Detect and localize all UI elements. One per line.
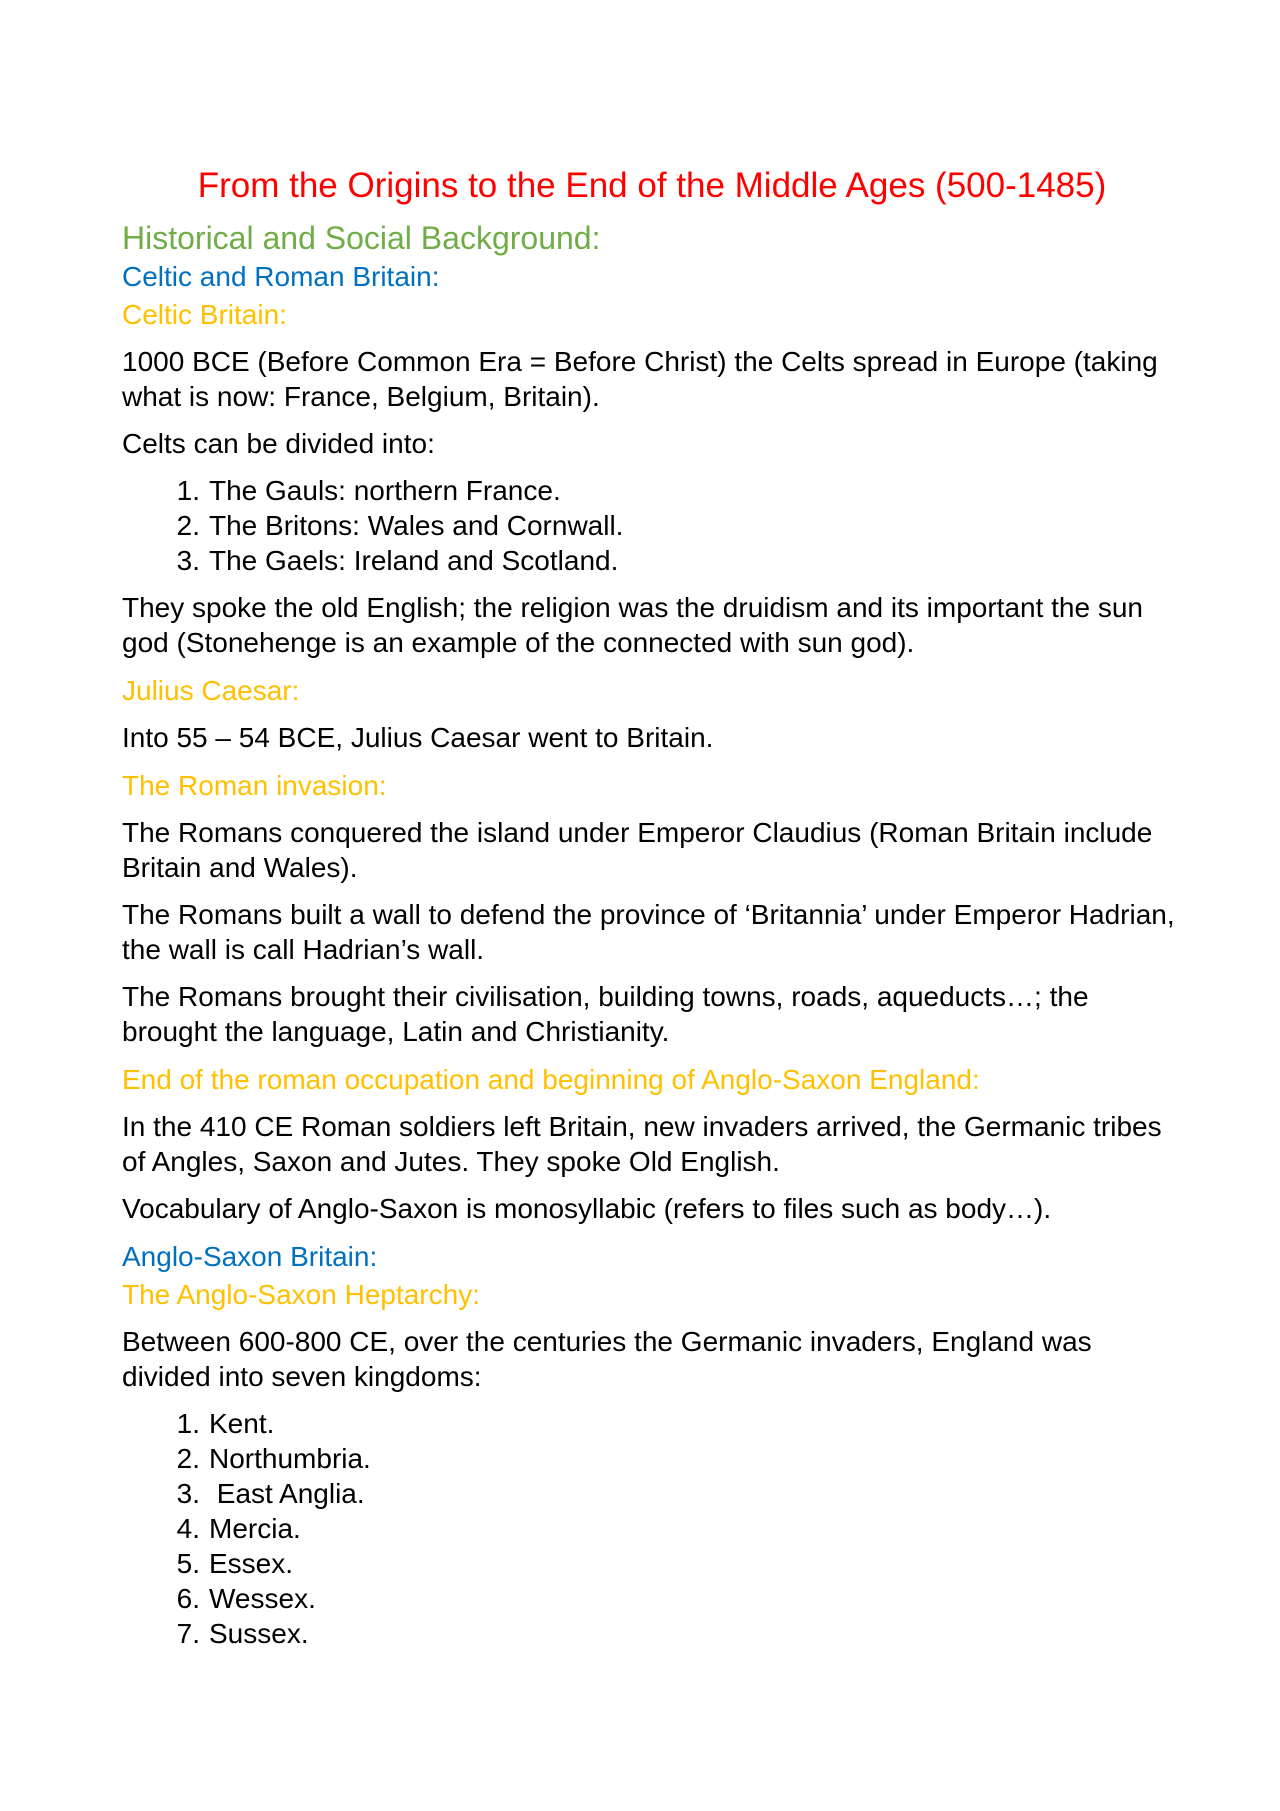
- list-text: Kent.: [209, 1408, 275, 1439]
- list-text: Northumbria.: [209, 1443, 371, 1474]
- subsection-heading-anglo-saxon: Anglo-Saxon Britain:: [122, 1241, 378, 1272]
- list-text: The Gaels: Ireland and Scotland.: [209, 545, 619, 576]
- paragraph: The Romans brought their civilisation, building towns, roads, aqueducts…; the brought the language, Latin and Christianity.: [122, 981, 1089, 1047]
- paragraph: 1000 BCE (Before Common Era = Before Christ) the Celts spread in Europe (taking what is now: France, Belgium, Britain).: [122, 346, 1158, 412]
- document-page: [122, 163, 1182, 1663]
- list-number: 7.: [176, 1618, 200, 1649]
- list-number: 5.: [176, 1548, 200, 1579]
- topic-heading-celtic-britain: Celtic Britain:: [122, 299, 287, 330]
- paragraph: The Romans built a wall to defend the province of ‘Britannia’ under Emperor Hadrian, the wall is call Hadrian’s wall.: [122, 899, 1175, 965]
- paragraph: In the 410 CE Roman soldiers left Britain, new invaders arrived, the Germanic tribes of Angles, Saxon and Jutes. They spoke Old English.: [122, 1111, 1162, 1177]
- list-item: [122, 1511, 1182, 1546]
- list-text: The Britons: Wales and Cornwall.: [209, 510, 624, 541]
- document-title: From the Origins to the End of the Middle Ages (500-1485): [197, 166, 1107, 205]
- list-item: [122, 473, 1182, 508]
- topic-heading-julius-caesar: Julius Caesar:: [122, 675, 300, 706]
- topic-heading-end-occupation: End of the roman occupation and beginning of Anglo-Saxon England:: [122, 1064, 980, 1095]
- paragraph: Between 600-800 CE, over the centuries the Germanic invaders, England was divided into seven kingdoms:: [122, 1326, 1092, 1392]
- list-item: [122, 1441, 1182, 1476]
- topic-heading-roman-invasion: The Roman invasion:: [122, 770, 387, 801]
- list-number: 4.: [176, 1513, 200, 1544]
- list-text: Wessex.: [209, 1583, 316, 1614]
- list-item: [122, 1616, 1182, 1651]
- list-number: 3.: [176, 545, 200, 576]
- list-text: Sussex.: [209, 1618, 309, 1649]
- list-number: 2.: [176, 1443, 200, 1474]
- kingdoms-list: [122, 1406, 1182, 1651]
- paragraph: Vocabulary of Anglo-Saxon is monosyllabic (refers to files such as body…).: [122, 1193, 1052, 1224]
- list-text: Mercia.: [209, 1513, 301, 1544]
- list-text: The Gauls: northern France.: [209, 475, 561, 506]
- list-text: East Anglia.: [209, 1478, 365, 1509]
- celts-list: [122, 473, 1182, 578]
- list-number: 1.: [176, 1408, 200, 1439]
- topic-heading-heptarchy: The Anglo-Saxon Heptarchy:: [122, 1279, 480, 1310]
- list-item: [122, 1406, 1182, 1441]
- section-heading: Historical and Social Background:: [122, 220, 601, 256]
- list-number: 1.: [176, 475, 200, 506]
- paragraph: Celts can be divided into:: [122, 428, 435, 459]
- list-item: [122, 543, 1182, 578]
- list-item: [122, 1476, 1182, 1511]
- list-item: [122, 508, 1182, 543]
- paragraph: They spoke the old English; the religion was the druidism and its important the sun god (Stonehenge is an example of the connected with sun god).: [122, 592, 1144, 658]
- paragraph: Into 55 – 54 BCE, Julius Caesar went to Britain.: [122, 722, 714, 753]
- list-number: 2.: [176, 510, 200, 541]
- paragraph: The Romans conquered the island under Emperor Claudius (Roman Britain include Britain and Wales).: [122, 817, 1153, 883]
- list-text: Essex.: [209, 1548, 294, 1579]
- list-number: 6.: [176, 1583, 200, 1614]
- subsection-heading-celtic-roman: Celtic and Roman Britain:: [122, 261, 440, 292]
- list-item: [122, 1581, 1182, 1616]
- list-number: 3.: [176, 1478, 200, 1509]
- list-item: [122, 1546, 1182, 1581]
